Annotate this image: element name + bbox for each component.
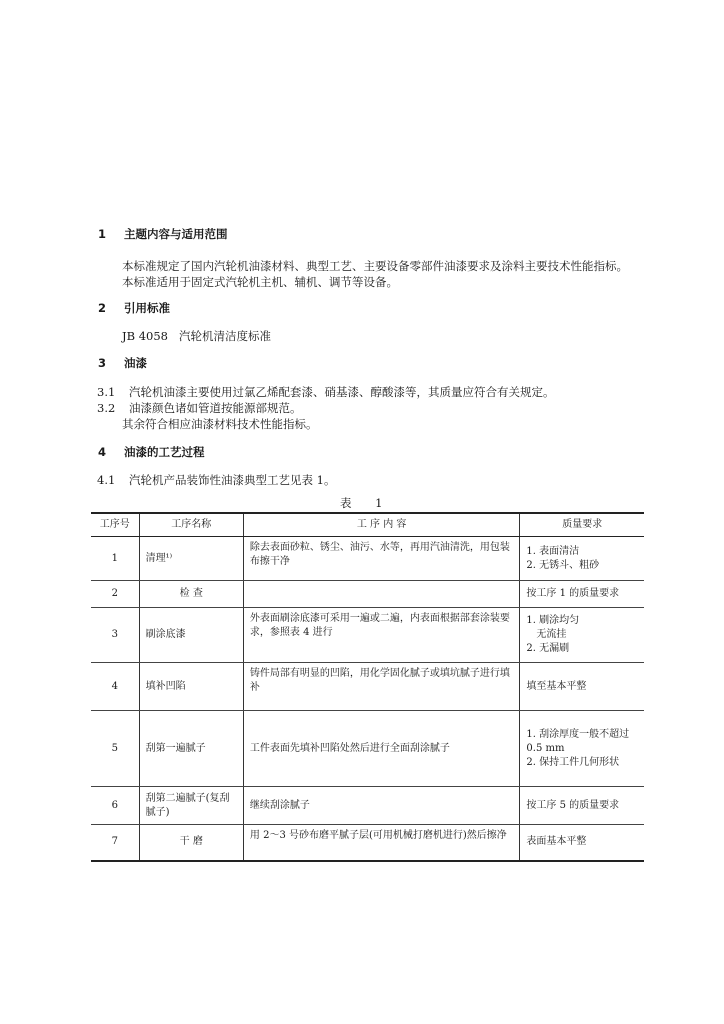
header-step-name: 工序名称: [139, 513, 243, 537]
table-row: [91, 663, 644, 711]
quality-line: 表面基本平整: [526, 836, 587, 848]
section-2-heading: [98, 300, 170, 316]
step-name: 刷涂底漆: [139, 608, 243, 663]
step-no: 4: [91, 663, 139, 711]
section-4-heading: [98, 444, 205, 460]
clause-text: 汽轮机油漆主要使用过氯乙烯配套漆、硝基漆、醇酸漆等，其质量应符合有关规定。: [129, 385, 555, 399]
table-header-row: [91, 513, 644, 537]
step-name: 填补凹陷: [139, 663, 243, 711]
step-content: 工件表面先填补凹陷处然后进行全面刮涂腻子: [243, 711, 520, 787]
quality-line: 无流挂: [536, 629, 567, 640]
step-content: 继续刮涂腻子: [243, 787, 520, 825]
paragraph: 本标准规定了国内汽轮机油漆材料、典型工艺、主要设备零部件油漆要求及涂料主要技术性能指标。: [122, 259, 628, 273]
section-title: 引用标准: [124, 301, 170, 315]
section-title: 主题内容与适用范围: [124, 227, 228, 241]
clause-text: 汽轮机产品装饰性油漆典型工艺见表 1。: [129, 473, 336, 487]
quality-line: 按工序 5 的质量要求: [526, 799, 620, 811]
step-content: 用 2～3 号砂布磨平腻子层(可用机械打磨机进行)然后擦净: [243, 825, 520, 861]
step-name: 刮第一遍腻子: [139, 711, 243, 787]
step-name: 清理¹⁾: [139, 537, 243, 581]
quality-line: 按工序 1 的质量要求: [526, 588, 620, 599]
clause-number: 4.1: [97, 473, 116, 487]
section-3-heading: [98, 355, 147, 371]
step-no: 2: [91, 581, 139, 608]
table-row: [91, 711, 644, 787]
step-no: 7: [91, 825, 139, 861]
table-row: [91, 537, 644, 581]
clause-number: 3.2: [97, 401, 116, 415]
step-name: 刮第二遍腻子(复刮腻子): [139, 787, 243, 825]
reference-standard: JB 4058 汽轮机清洁度标准: [122, 329, 271, 343]
clause-3-1: [97, 384, 555, 400]
quality-line: 2. 无漏刷: [526, 643, 570, 654]
section-title: 油漆: [124, 356, 147, 370]
step-quality: [520, 787, 644, 825]
step-name: 检 查: [139, 581, 243, 608]
step-quality: [520, 711, 644, 787]
header-quality: 质量要求: [520, 513, 644, 537]
table-caption: 表 1: [340, 496, 393, 510]
table-row: [91, 581, 644, 608]
table-row: [91, 608, 644, 663]
section-title: 油漆的工艺过程: [124, 445, 205, 459]
table-row: [91, 787, 644, 825]
quality-line: 1. 刮涂厚度一般不超过: [526, 728, 630, 740]
step-content: 除去表面砂粒、锈尘、油污、水等，再用汽油清洗，用包装布擦干净: [243, 537, 520, 581]
quality-line: 填至基本平整: [526, 680, 587, 692]
section-number: 4: [98, 445, 107, 459]
quality-line: 1. 刷涂均匀: [526, 615, 580, 626]
paragraph: 本标准适用于固定式汽轮机主机、辅机、调节等设备。: [122, 275, 398, 289]
step-no: 1: [91, 537, 139, 581]
quality-line: 1. 表面清洁: [526, 545, 580, 557]
step-no: 3: [91, 608, 139, 663]
step-quality: [520, 825, 644, 861]
paragraph: 其余符合相应油漆材料技术性能指标。: [122, 417, 318, 431]
step-content: 铸件局部有明显的凹陷，用化学固化腻子或填坑腻子进行填补: [243, 663, 520, 711]
section-number: 2: [98, 301, 107, 315]
step-quality: [520, 537, 644, 581]
quality-line: 0.5 mm: [526, 742, 565, 754]
header-step-no: 工序号: [91, 513, 139, 537]
step-no: 5: [91, 711, 139, 787]
step-content: 外表面刷涂底漆可采用一遍或二遍，内表面根据部套涂装要求，参照表 4 进行: [243, 608, 520, 663]
section-number: 1: [98, 227, 107, 241]
step-name: 干 磨: [139, 825, 243, 861]
quality-line: 2. 无锈斗、粗砂: [526, 559, 600, 571]
quality-line: 2. 保持工件几何形状: [526, 756, 620, 768]
step-quality: [520, 663, 644, 711]
step-content: [243, 581, 520, 608]
table-row: [91, 825, 644, 861]
step-quality: [520, 581, 644, 608]
header-step-content: 工 序 内 容: [243, 513, 520, 537]
clause-3-2: [97, 400, 302, 416]
process-table: [91, 512, 644, 862]
step-no: 6: [91, 787, 139, 825]
section-number: 3: [98, 356, 107, 370]
clause-number: 3.1: [97, 385, 116, 399]
clause-text: 油漆颜色诸如管道按能源部规范。: [129, 401, 302, 415]
step-quality: [520, 608, 644, 663]
section-1-heading: [98, 226, 228, 242]
clause-4-1: [97, 472, 335, 488]
